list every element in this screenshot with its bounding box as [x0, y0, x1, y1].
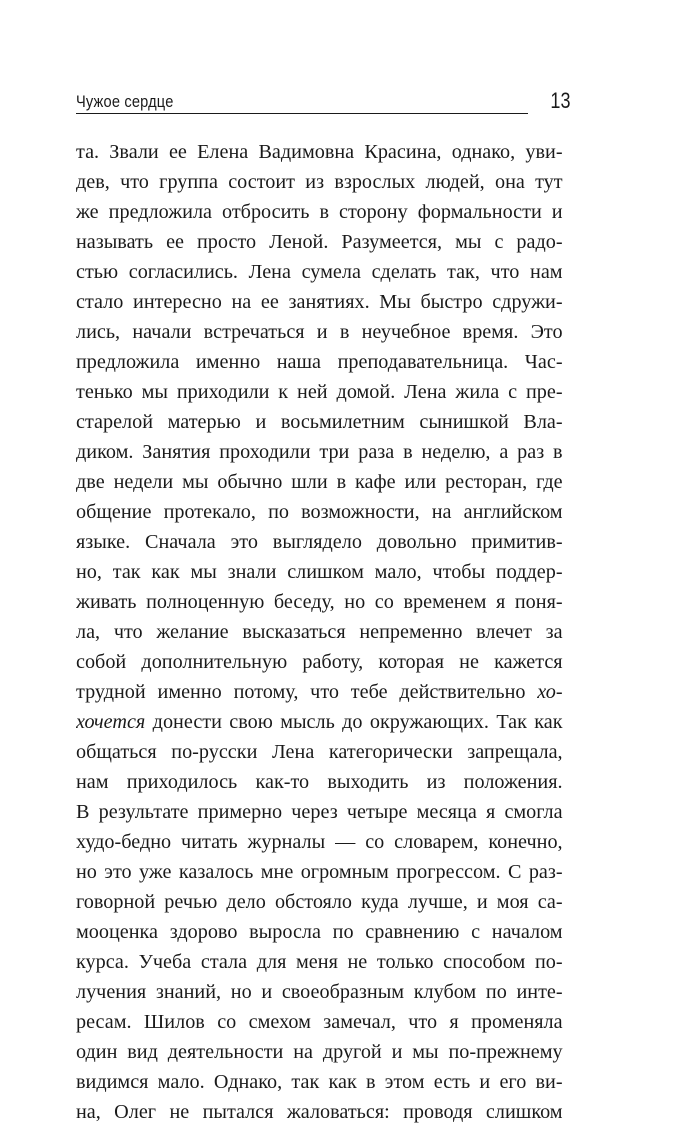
text-line: старелой матерью и восьмилетним сынишкой Вла- [76, 411, 563, 433]
text-line: общаться по-русски Лена категорически запрещала, [76, 741, 563, 763]
text-line: стало интересно на ее занятиях. Мы быстро сдружи- [76, 291, 563, 313]
text-line: на, Олег не пытался жаловаться: проводя слишком [76, 1101, 563, 1123]
text-line: тенько мы приходили к ней домой. Лена жила с пре- [76, 381, 563, 403]
text-line: живать полноценную беседу, но со временем я поня- [76, 591, 563, 613]
text-line: ла, что желание высказаться непременно влечет за [76, 621, 563, 643]
italic-run: хочется [76, 711, 146, 733]
text-line: говорной речью дело обстояло куда лучше, и моя са- [76, 891, 563, 913]
text-line: ресам. Шилов со смехом замечал, что я променяла [76, 1011, 563, 1033]
text-line: один вид деятельности на другой и мы по-прежнему [76, 1041, 563, 1063]
text-line: общение протекало, по возможности, на английском [76, 501, 563, 523]
text-line: курса. Учеба стала для меня не только способом по- [76, 951, 563, 973]
text-line: худо-бедно читать журналы — со словарем, конечно, [76, 831, 563, 853]
text-line: та. Звали ее Елена Вадимовна Красина, однако, уви- [76, 141, 563, 163]
text-line: диком. Занятия проходили три раза в неделю, а раз в [76, 441, 563, 463]
text-line: В результате примерно через четыре месяца я смогла [76, 801, 563, 823]
text-line: две недели мы обычно шли в кафе или ресторан, где [76, 471, 563, 493]
header-rule [76, 113, 528, 114]
text-line: стью согласились. Лена сумела сделать так, что нам [76, 261, 563, 283]
text-line: но это уже казалось мне огромным прогрессом. С раз- [76, 861, 563, 883]
page-number: 13 [549, 88, 570, 113]
text-line: нам приходилось как-то выходить из положения. [76, 771, 563, 793]
text-line: лись, начали встречаться и в неучебное время. Это [76, 321, 563, 343]
body-text [76, 137, 570, 1127]
running-head [76, 88, 570, 116]
text-line: видимся мало. Однако, так как в этом есть и его ви- [76, 1071, 563, 1093]
text-line: мооценка здорово выросла по сравнению с началом [76, 921, 563, 943]
text-line: лучения знаний, но и своеобразным клубом по инте- [76, 981, 563, 1003]
text-line: предложила именно наша преподавательница. Час- [76, 351, 563, 373]
text-line: языке. Сначала это выглядело довольно примитив- [76, 531, 563, 553]
text-line: дев, что группа состоит из взрослых людей, она тут [76, 171, 563, 193]
text-line: называть ее просто Леной. Разумеется, мы с радо- [76, 231, 563, 253]
text-line [76, 707, 563, 737]
text-line: собой дополнительную работу, которая не кажется [76, 651, 563, 673]
text-run: трудной именно потому, что тебе действительно [76, 681, 526, 703]
text-run: донести свою мысль до окружающих. Так как [145, 711, 563, 733]
text-line: же предложила отбросить в сторону формальности и [76, 201, 563, 223]
text-line: но, так как мы знали слишком мало, чтобы поддер- [76, 561, 563, 583]
italic-run: хо- [525, 681, 563, 703]
running-title: Чужое сердце [76, 92, 174, 111]
text-line [76, 677, 563, 707]
